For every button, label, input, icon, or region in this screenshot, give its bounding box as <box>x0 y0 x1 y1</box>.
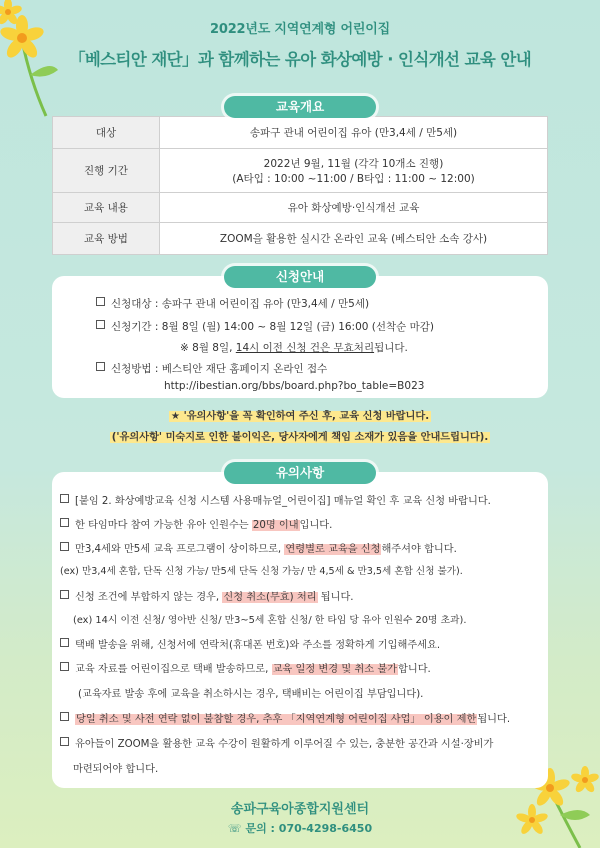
checkbox-bullet-icon <box>96 320 105 329</box>
caution-pill: 유의사항 <box>224 462 376 484</box>
row-value-cell <box>160 149 548 193</box>
caution-item-3-highlight: 연령별로 교육을 신청 <box>285 544 381 555</box>
caution-item-7 <box>60 710 510 725</box>
overview-pill: 교육개요 <box>224 96 376 118</box>
note-prefix: ※ 8월 8일, <box>180 342 236 354</box>
table-row <box>53 149 548 193</box>
apply-method-text: 신청방법 : 베스티안 재단 홈페이지 온라인 접수 <box>111 363 328 375</box>
apply-pill: 신청안내 <box>224 266 376 288</box>
apply-url[interactable]: http://ibestian.org/bbs/board.php?bo_table=B023 <box>164 380 425 392</box>
checkbox-bullet-icon <box>96 297 105 306</box>
caution-item-6-sub: (교육자료 발송 후에 교육을 취소하시는 경우, 택배비는 어린이집 부담입니다). <box>78 689 424 700</box>
notice-line-1-text: ★ '유의사항'을 꼭 확인하여 주신 후, 교육 신청 바랍니다. <box>170 411 430 422</box>
row-label: 진행 기간 <box>53 149 160 193</box>
checkbox-bullet-icon <box>96 362 105 371</box>
checkbox-bullet-icon <box>60 638 69 647</box>
caution-item-4 <box>60 588 354 603</box>
apply-target <box>96 296 369 311</box>
checkbox-bullet-icon <box>60 590 69 599</box>
caution-item-3-suffix: 해주셔야 합니다. <box>381 544 457 555</box>
header-subtitle: 2022년도 지역연계형 어린이집 <box>210 22 390 37</box>
apply-period <box>96 319 434 334</box>
caution-item-2 <box>60 516 332 531</box>
row-value: 송파구 관내 어린이집 유아 (만3,4세 / 만5세) <box>160 117 548 149</box>
caution-item-2-text: 한 타임마다 참여 가능한 유아 인원수는 <box>75 520 252 531</box>
caution-item-2-suffix: 입니다. <box>299 520 333 531</box>
caution-item-6-highlight: 교육 일정 변경 및 취소 불가 <box>272 664 398 675</box>
caution-item-6-suffix: 합니다. <box>398 664 431 675</box>
caution-item-8-cont: 마련되어야 합니다. <box>73 764 159 775</box>
caution-item-7-suffix: 됩니다. <box>477 714 511 725</box>
apply-period-text: 신청기간 : 8월 8일 (월) 14:00 ~ 8월 12일 (금) 16:00 (선착순 마감) <box>111 321 435 333</box>
note-underline-1: 14시 이전 신청 건은 <box>235 342 334 354</box>
row-value: ZOOM을 활용한 실시간 온라인 교육 (베스티안 소속 강사) <box>160 223 548 255</box>
table-row <box>53 117 548 149</box>
footer-org: 송파구육아종합지원센터 <box>230 802 370 817</box>
note-suffix: 됩니다. <box>374 342 408 354</box>
caution-item-8 <box>60 735 493 750</box>
header-title: 「베스티안 재단」과 함께하는 유아 화상예방 · 인식개선 교육 안내 <box>68 50 532 69</box>
row-value-time: (A타입 : 10:00 ~11:00 / B타입 : 11:00 ~ 12:00) <box>232 172 475 185</box>
caution-item-4-suffix: 됩니다. <box>317 592 354 603</box>
overview-table <box>52 116 548 255</box>
caution-item-4-example: (ex) 14시 이전 신청/ 영아반 신청/ 만3~5세 혼합 신청/ 한 타임 당 유아 인원수 20명 초과). <box>73 615 467 626</box>
row-label: 교육 방법 <box>53 223 160 255</box>
row-value: 2022년 9월, 11월 (각각 10개소 진행) <box>263 157 444 170</box>
caution-item-6-text: 교육 자료를 어린이집으로 택배 발송하므로, <box>75 664 272 675</box>
checkbox-bullet-icon <box>60 712 69 721</box>
caution-item-1 <box>60 492 491 507</box>
caution-item-3 <box>60 540 457 555</box>
checkbox-bullet-icon <box>60 518 69 527</box>
caution-item-5 <box>60 636 440 651</box>
apply-target-text: 신청대상 : 송파구 관내 어린이집 유아 (만3,4세 / 만5세) <box>111 298 370 310</box>
note-underline-2: 무효처리 <box>333 342 375 354</box>
table-row <box>53 223 548 255</box>
checkbox-bullet-icon <box>60 662 69 671</box>
caution-item-2-highlight: 20명 이내 <box>252 520 299 531</box>
caution-item-3-example: (ex) 만3,4세 혼합, 단독 신청 가능/ 만5세 단독 신청 가능/ 만 4,5세 & 만3,5세 혼합 신청 불가). <box>60 566 463 577</box>
caution-item-4-text: 신청 조건에 부합하지 않는 경우, <box>75 592 223 603</box>
caution-item-6 <box>60 660 431 675</box>
table-row <box>53 193 548 223</box>
caution-item-3-text: 만3,4세와 만5세 교육 프로그램이 상이하므로, <box>75 544 285 555</box>
checkbox-bullet-icon <box>60 737 69 746</box>
checkbox-bullet-icon <box>60 494 69 503</box>
row-label: 교육 내용 <box>53 193 160 223</box>
caution-item-7-highlight: 당일 취소 및 사전 연락 없이 불참할 경우, 추후 「지역연계형 어린이집 사업」 이용이 제한 <box>76 714 477 725</box>
notice-line-2 <box>0 428 600 443</box>
row-label: 대상 <box>53 117 160 149</box>
notice-line-2-text: ('유의사항' 미숙지로 인한 불이익은, 당사자에게 책임 소재가 있음을 안내드립니다). <box>111 432 489 443</box>
footer-contact: ☏ 문의 : 070-4298-6450 <box>227 822 373 835</box>
caution-item-5-text: 택배 발송을 위해, 신청서에 연락처(휴대폰 번호)와 주소를 정확하게 기입해주세요. <box>75 640 441 651</box>
checkbox-bullet-icon <box>60 542 69 551</box>
caution-item-1-text: [붙임 2. 화상예방교육 신청 시스템 사용매뉴얼_어린이집] 매뉴얼 확인 후 교육 신청 바랍니다. <box>75 496 491 507</box>
caution-item-8-text: 유아들이 ZOOM을 활용한 교육 수강이 원활하게 이루어질 수 있는, 충분한 공간과 시설·장비가 <box>75 739 494 750</box>
apply-note <box>180 340 408 355</box>
caution-item-4-highlight: 신청 취소(무효) 처리 <box>223 592 317 603</box>
notice-line-1 <box>0 407 600 422</box>
apply-method <box>96 361 327 376</box>
row-value: 유아 화상예방·인식개선 교육 <box>160 193 548 223</box>
